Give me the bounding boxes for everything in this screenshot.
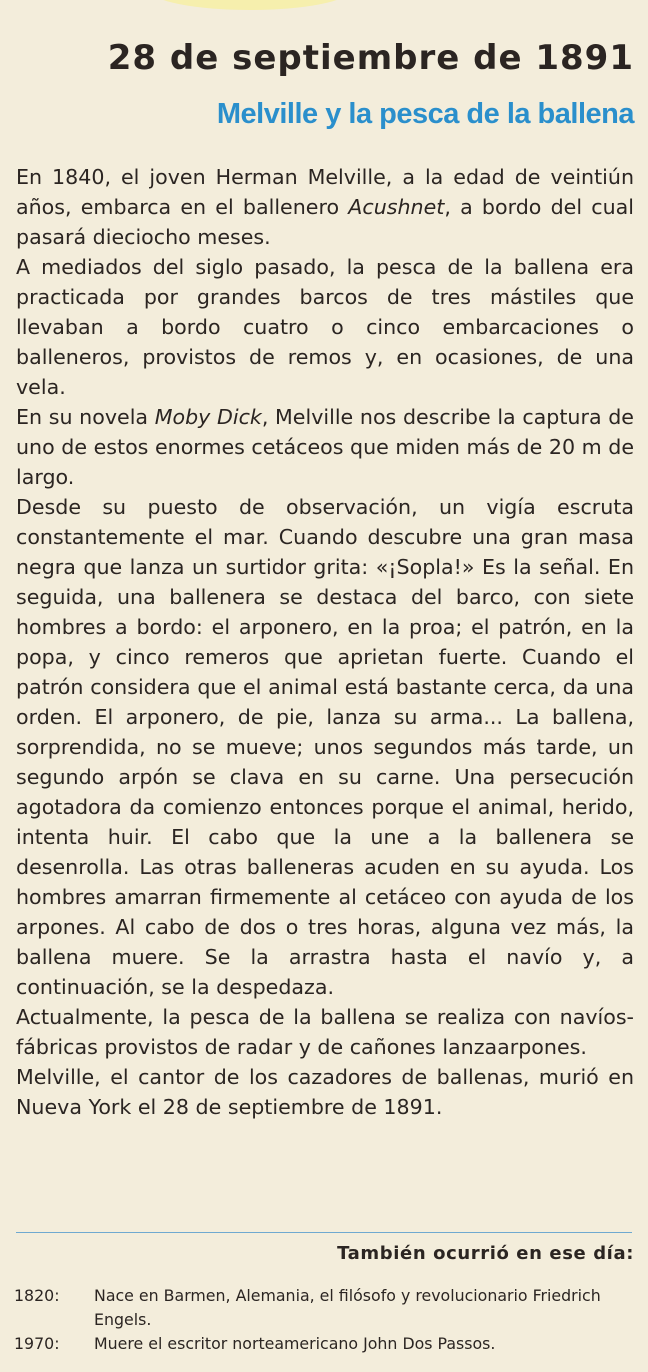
article-body <box>16 162 634 1122</box>
paragraph-1: En 1840, el joven Herman Melville, a la edad de veintiún años, embarca en el ballenero Acushnet, a bordo del cual pasará dieciocho meses. <box>16 165 634 249</box>
ship-name: Acushnet <box>348 195 445 219</box>
event-year: 1970: <box>14 1334 60 1353</box>
list-item <box>14 1332 636 1356</box>
paragraph-2: A mediados del siglo pasado, la pesca de la ballena era practicada por grandes barcos de tres mástiles que llevaban a bordo cuatro o cinco embarcaciones o balleneros, provistos de remos y, en ocasiones, de una vela. <box>16 255 634 399</box>
section-divider <box>16 1232 632 1233</box>
also-happened-heading: También ocurrió en ese día: <box>337 1243 634 1264</box>
events-list <box>14 1284 636 1356</box>
list-item <box>14 1284 636 1332</box>
page-title: 28 de septiembre de 1891 <box>107 38 634 78</box>
event-text: Muere el escritor norteamericano John Dos Passos. <box>94 1334 496 1353</box>
paragraph-3: En su novela Moby Dick, Melville nos describe la captura de uno de estos enormes cetáceos que miden más de 20 m de largo. <box>16 405 634 489</box>
novel-title: Moby Dick <box>154 405 262 429</box>
event-text: Nace en Barmen, Alemania, el filósofo y revolucionario Friedrich Engels. <box>94 1286 601 1329</box>
paragraph-6: Melville, el cantor de los cazadores de ballenas, murió en Nueva York el 28 de septiembre de 1891. <box>16 1065 634 1119</box>
event-year: 1820: <box>14 1286 60 1305</box>
paragraph-5: Actualmente, la pesca de la ballena se realiza con navíos-fábricas provistos de radar y de cañones lanzaarpones. <box>16 1005 634 1059</box>
article-subtitle: Melville y la pesca de la ballena <box>216 98 634 130</box>
paragraph-4: Desde su puesto de observación, un vigía escruta constantemente el mar. Cuando descubre una gran masa negra que lanza un surtidor grita: «¡Sopla!» Es la señal. En seguida, una ballenera se destaca del barco, con siete hombres a bordo: el arponero, en la proa; el patrón, en la popa, y cinco remeros que aprietan fuerte. Cuando el patrón considera que el animal está bastante cerca, da una orden. El arponero, de pie, lanza su arma... La ballena, sorprendida, no se mueve; unos segundos más tarde, un segundo arpón se clava en su carne. Una persecución agotadora da comienzo entonces porque el animal, herido, intenta huir. El cabo que la une a la ballenera se desenrolla. Las otras balleneras acuden en su ayuda. Los hombres amarran firmemente al cetáceo con ayuda de los arpones. Al cabo de dos o tres horas, alguna vez más, la ballena muere. Se la arrastra hasta el navío y, a continuación, se la despedaza. <box>16 495 634 999</box>
decorative-glow <box>150 0 350 10</box>
